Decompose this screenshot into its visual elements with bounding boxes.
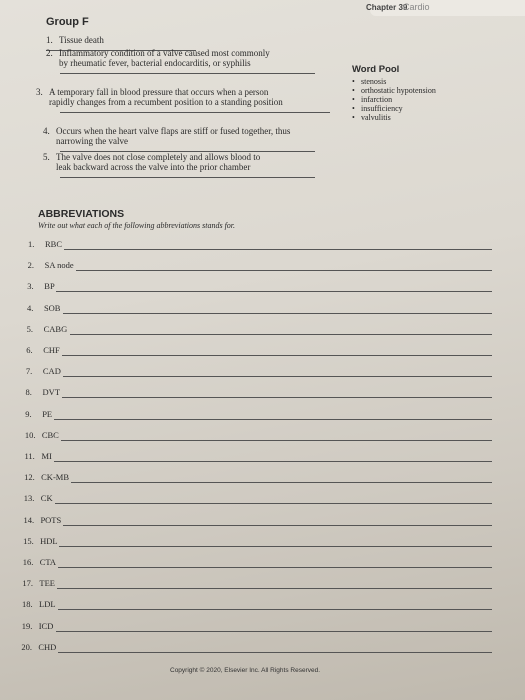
question-text: Occurs when the heart valve flaps are stiff or fused together, thus [56,126,291,136]
group-question-1-line-1 [46,35,104,45]
abbreviation-answer-line[interactable] [70,334,492,335]
abbreviation-row [23,515,61,527]
abbreviation-number: 1. [28,239,35,249]
abbreviations-instructions: Write out what each of the following abbreviations stands for. [38,221,236,230]
group-question-3-line-1 [36,87,268,97]
abbreviation-row [26,366,61,378]
word-pool-item: • valvulitis [352,113,436,122]
abbreviation-row [24,472,69,484]
abbreviation-number: 13. [23,493,35,504]
word-pool-item: • stenosis [352,77,436,86]
abbreviation-answer-line[interactable] [55,503,492,504]
question-text: by rheumatic fever, bacterial endocarditis, or syphilis [59,58,251,68]
abbreviation-answer-line[interactable] [62,355,492,356]
question-text: A temporary fall in blood pressure that occurs when a person [49,87,269,97]
abbreviation-answer-line[interactable] [58,652,492,653]
answer-line-5[interactable] [60,177,315,178]
abbreviation-term: PE [42,408,53,419]
abbreviation-row [24,493,53,505]
group-question-4-line-2 [56,136,128,146]
abbreviation-number: 10. [24,429,36,440]
abbreviation-term: LDL [39,599,56,610]
word-pool-item: • insufficiency [352,104,436,113]
abbreviation-row [25,451,52,463]
abbreviation-answer-line[interactable] [59,546,492,547]
abbreviation-row [23,536,57,548]
abbreviation-number: 20. [21,641,32,652]
abbreviation-term: SOB [43,302,61,313]
abbreviation-answer-line[interactable] [56,291,492,292]
group-question-4-line-1 [43,126,290,136]
chapter-word-fragment: Cardio [403,2,430,12]
abbreviation-number: 2. [27,260,35,271]
abbreviation-number: 17. [22,578,34,589]
abbreviation-row [28,260,74,272]
group-question-2-line-2 [59,58,251,68]
abbreviation-answer-line[interactable] [63,376,492,377]
abbreviation-term: CHF [43,345,60,355]
group-question-5-line-1 [43,152,260,162]
question-number: 5. [43,152,50,162]
abbreviation-term: CK [40,493,53,504]
question-number: 4. [43,126,50,136]
abbreviation-term: SA node [44,260,74,271]
word-pool-item: • orthostatic hypotension [352,86,436,95]
abbreviation-answer-line[interactable] [64,249,492,250]
question-number: 2. [46,48,53,58]
abbreviation-answer-line[interactable] [71,482,492,483]
abbreviation-answer-line[interactable] [56,631,492,632]
abbreviation-row [22,621,54,633]
abbreviation-term: CK-MB [41,472,70,483]
abbreviation-number: 14. [23,514,35,525]
word-pool-list [352,77,436,122]
abbreviation-number: 16. [22,557,34,567]
abbreviation-term: MI [41,451,52,461]
abbreviation-term: TEE [39,578,55,589]
abbreviation-row [27,303,61,315]
abbreviation-number: 9. [25,408,32,419]
abbreviation-number: 5. [26,323,33,334]
abbreviation-row [25,430,59,442]
answer-line-3[interactable] [60,112,330,113]
abbreviations-title: ABBREVIATIONS [38,208,125,220]
word-pool-item: • infarction [352,95,436,104]
question-text: rapidly changes from a recumbent position to a standing position [49,97,283,107]
abbreviation-number: 15. [23,535,34,546]
abbreviation-number: 18. [22,599,33,610]
group-title: Group F [46,16,89,28]
answer-line-2[interactable] [60,73,315,74]
abbreviation-row [26,345,60,357]
question-text: Tissue death [59,35,104,45]
chapter-label: Chapter 39 [366,3,408,12]
abbreviation-term: ICD [38,620,54,631]
abbreviation-answer-line[interactable] [76,270,492,271]
abbreviation-number: 6. [26,345,33,355]
abbreviation-term: CHD [38,641,57,652]
abbreviation-number: 11. [24,451,35,461]
abbreviation-answer-line[interactable] [58,609,492,610]
question-number: 1. [46,35,53,45]
question-text: The valve does not close completely and allows blood to [56,152,261,162]
abbreviation-row [28,239,62,251]
abbreviation-answer-line[interactable] [62,397,492,398]
abbreviation-term: BP [44,281,55,292]
abbreviation-term: HDL [40,535,58,546]
abbreviation-term: POTS [40,514,62,525]
group-question-2-line-1 [46,48,270,58]
abbreviation-answer-line[interactable] [54,461,492,462]
question-text: narrowing the valve [56,136,128,146]
abbreviation-row [26,387,60,399]
abbreviation-answer-line[interactable] [61,440,492,441]
word-pool-title: Word Pool [352,64,400,75]
abbreviation-term: CBC [41,429,59,440]
abbreviation-row [23,557,56,569]
abbreviation-term: DVT [42,387,61,398]
abbreviation-number: 19. [21,620,33,631]
abbreviation-answer-line[interactable] [54,419,492,420]
group-question-5-line-2 [56,162,250,172]
abbreviation-number: 12. [24,472,35,483]
abbreviation-row [22,599,56,611]
abbreviation-row [21,642,56,654]
question-text: Inflammatory condition of a valve caused most commonly [59,48,270,58]
word-pool [352,64,436,122]
abbreviation-term: CAD [42,366,61,377]
abbreviation-answer-line[interactable] [57,588,492,589]
abbreviation-term: CABG [43,323,68,334]
abbreviation-row [27,324,68,336]
abbreviation-number: 8. [25,387,32,398]
question-number: 3. [36,87,43,97]
abbreviation-number: 3. [27,281,34,292]
abbreviation-term: CTA [39,557,57,567]
question-text: leak backward across the valve into the prior chamber [56,162,251,172]
abbreviation-term: RBC [45,239,63,249]
abbreviation-row [27,281,54,293]
copyright-notice: Copyright © 2020, Elsevier Inc. All Rights Reserved. [170,667,321,674]
abbreviation-row [25,409,52,421]
abbreviation-answer-line[interactable] [63,525,492,526]
abbreviation-row [22,578,55,590]
abbreviation-answer-line[interactable] [58,567,492,568]
abbreviation-number: 4. [26,302,34,313]
group-question-3-line-2 [49,97,283,107]
abbreviation-answer-line[interactable] [63,313,492,314]
abbreviation-number: 7. [25,366,33,377]
